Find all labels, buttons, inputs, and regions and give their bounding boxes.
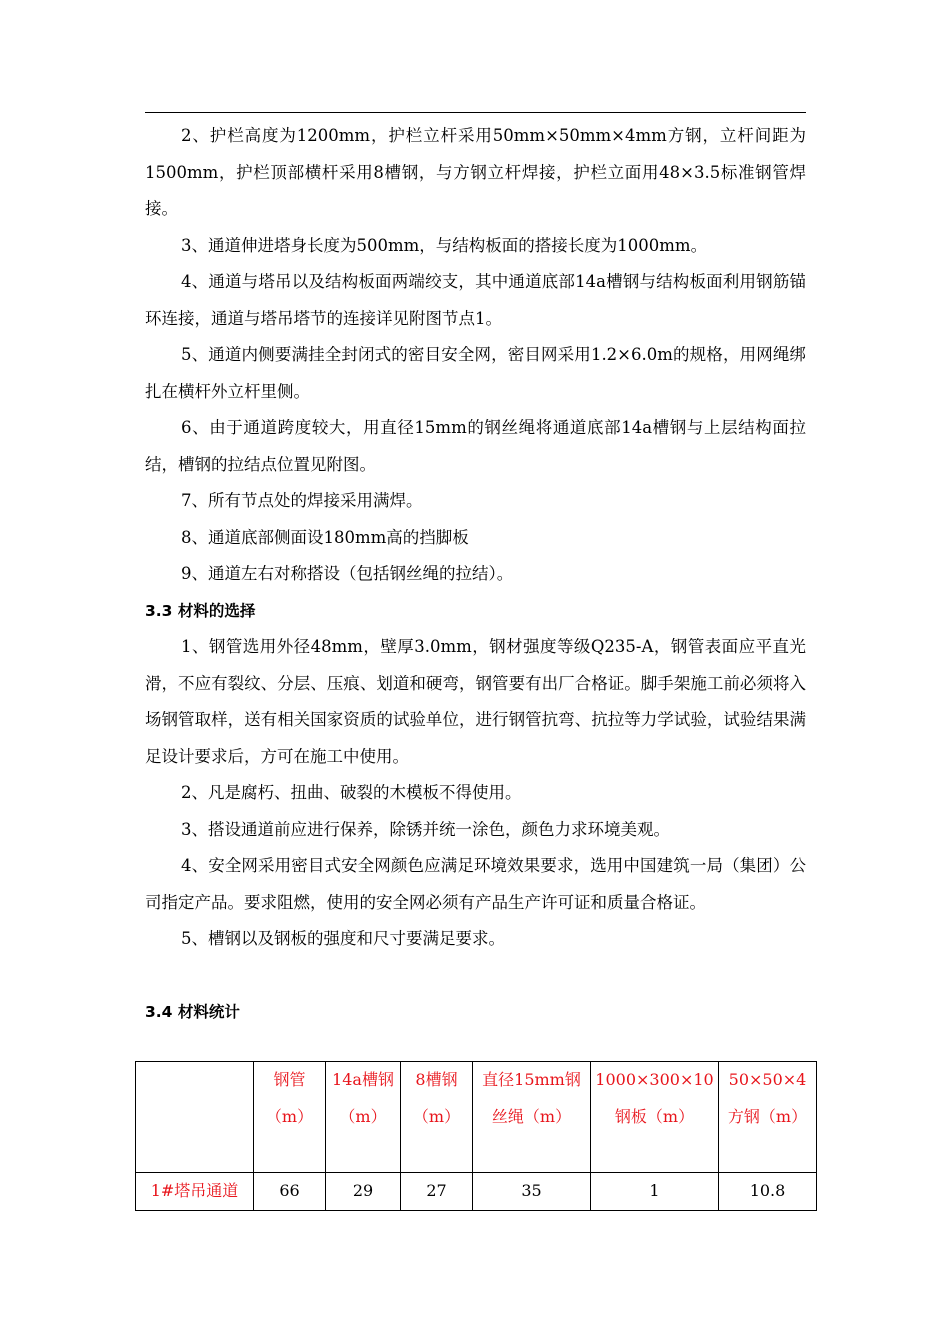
paragraph: 3、通道伸进塔身长度为500mm，与结构板面的搭接长度为1000mm。 (181, 235, 708, 255)
paragraph: 7、所有节点处的焊接采用满焊。 (181, 491, 423, 510)
table-cell: 1#塔吊通道 (136, 1173, 254, 1211)
paragraph: 8、通道底部侧面设180mm高的挡脚板 (181, 527, 469, 547)
table-row (136, 1173, 817, 1211)
paragraph: 3、搭设通道前应进行保养，除锈并统一涂色，颜色力求环境美观。 (181, 819, 670, 839)
paragraph: 2、凡是腐朽、扭曲、破裂的木模板不得使用。 (181, 783, 522, 802)
paragraph: 6、由于通道跨度较大，用直径15mm的钢丝绳将通道底部14a槽钢与上层结构面拉结，槽钢的拉结点位置见附图。 (145, 418, 806, 474)
paragraph: 5、通道内侧要满挂全封闭式的密目安全网，密目网采用1.2×6.0m的规格，用网绳绑扎在横杆外立杆里侧。 (145, 345, 806, 401)
table-header-cell: 8槽钢（m） (401, 1062, 473, 1173)
paragraph: 2、护栏高度为1200mm，护栏立杆采用50mm×50mm×4mm方钢，立杆间距为1500mm，护栏顶部横杆采用8槽钢，与方钢立杆焊接，护栏立面用48×3.5标准钢管焊接。 (145, 126, 806, 218)
table-header-cell: 钢管（m） (254, 1062, 326, 1173)
table-cell: 29 (326, 1173, 401, 1211)
paragraph: 5、槽钢以及钢板的强度和尺寸要满足要求。 (181, 929, 505, 948)
paragraph: 9、通道左右对称搭设（包括钢丝绳的拉结）。 (181, 564, 514, 583)
table-cell: 35 (473, 1173, 591, 1211)
section-heading-3-4: 3.4 材料统计 (145, 1002, 240, 1021)
paragraph: 4、安全网采用密目式安全网颜色应满足环境效果要求，选用中国建筑一局（集团）公司指定产品。要求阻燃，使用的安全网必须有产品生产许可证和质量合格证。 (145, 856, 806, 912)
table-header-cell (136, 1062, 254, 1173)
table-header-cell: 直径15mm钢丝绳（m） (473, 1062, 591, 1173)
table-header-row (136, 1062, 817, 1173)
table-header-cell: 1000×300×10钢板（m） (591, 1062, 719, 1173)
table-header-cell: 50×50×4方钢（m） (719, 1062, 817, 1173)
table-cell: 66 (254, 1173, 326, 1211)
table-cell: 1 (591, 1173, 719, 1211)
table-cell: 27 (401, 1173, 473, 1211)
paragraph: 1、钢管选用外径48mm，壁厚3.0mm，钢材强度等级Q235-A，钢管表面应平直光滑，不应有裂纹、分层、压痕、划道和硬弯，钢管要有出厂合格证。脚手架施工前必须将入场钢管取样，送有相关国家资质的试验单位，进行钢管抗弯、抗拉等力学试验，试验结果满足设计要求后，方可在施工中使用。 (145, 637, 806, 766)
table-cell: 10.8 (719, 1173, 817, 1211)
header-rule (145, 112, 806, 113)
table-header-cell: 14a槽钢（m） (326, 1062, 401, 1173)
section-heading-3-3: 3.3 材料的选择 (145, 601, 256, 620)
paragraph: 4、通道与塔吊以及结构板面两端绞支，其中通道底部14a槽钢与结构板面利用钢筋锚环连接，通道与塔吊塔节的连接详见附图节点1。 (145, 272, 806, 328)
document-body (145, 118, 806, 1030)
materials-table (135, 1061, 817, 1211)
